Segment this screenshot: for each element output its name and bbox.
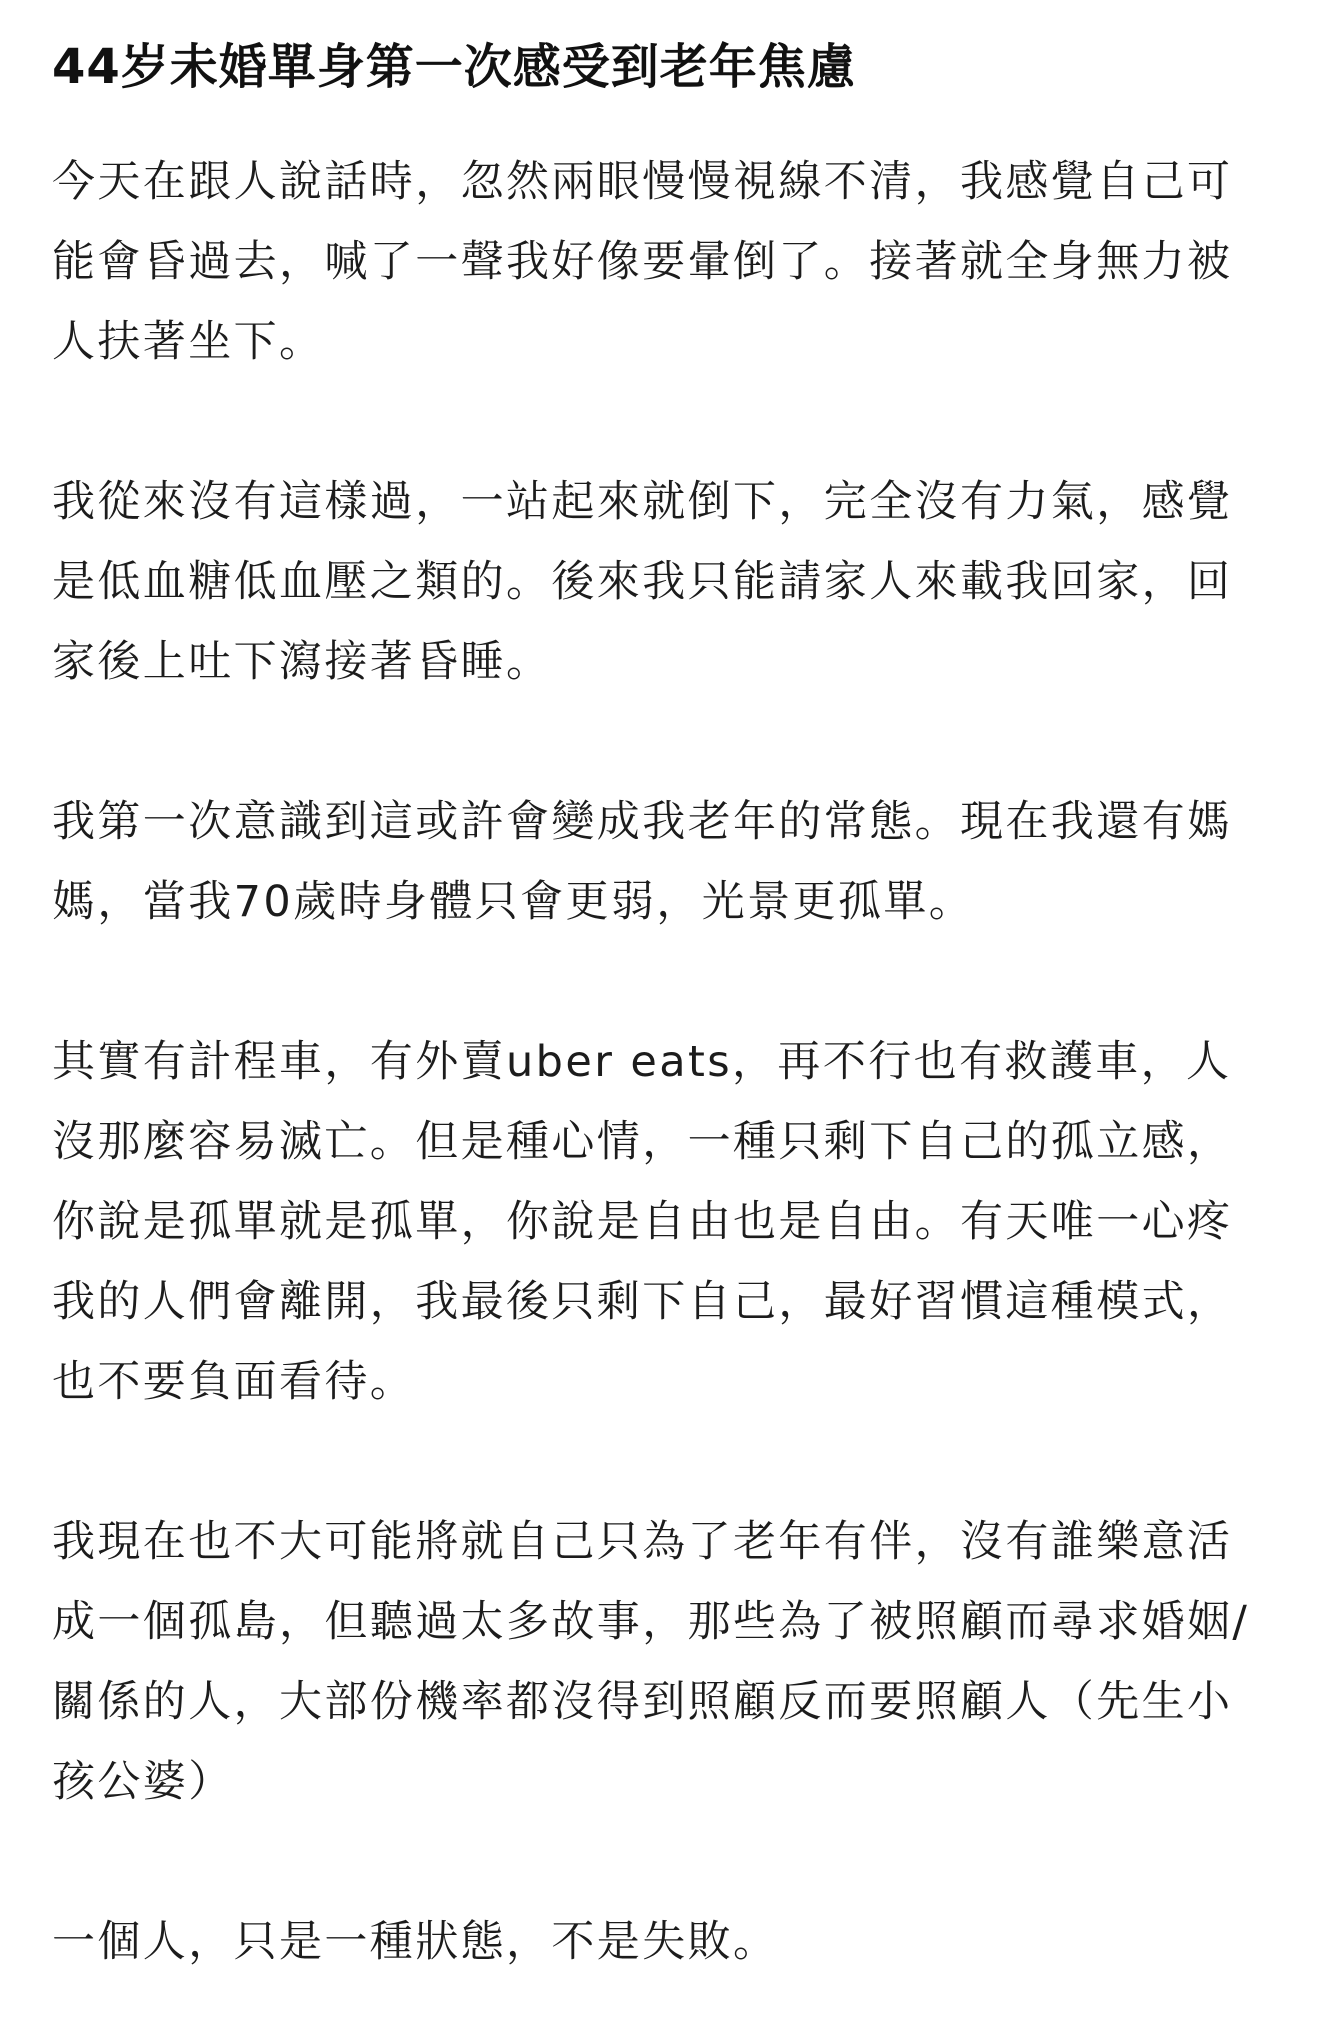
post-paragraph-4: 其實有計程車，有外賣uber eats，再不行也有救護車，人沒那麼容易滅亡。但是種心情，一種只剩下自己的孤立感，你說是孤單就是孤單，你說是自由也是自由。有天唯一心疼我的人們會離開，我最後只剩下自己，最好習慣這種模式，也不要負面看待。 [52, 1037, 1233, 1407]
post-paragraph-5: 我現在也不大可能將就自己只為了老年有伴，沒有誰樂意活成一個孤島，但聽過太多故事，那些為了被照顧而尋求婚姻/關係的人，大部份機率都沒得到照顧反而要照顧人（先生小孩公婆） [52, 1517, 1250, 1807]
post-title: 44岁未婚單身第一次感受到老年焦慮 [52, 39, 856, 95]
post-body [52, 142, 1266, 1982]
post-paragraph-1: 今天在跟人說話時，忽然兩眼慢慢視線不清，我感覺自己可能會昏過去，喊了一聲我好像要暈倒了。接著就全身無力被人扶著坐下。 [52, 157, 1233, 367]
post-paragraph-2: 我從來沒有這樣過，一站起來就倒下，完全沒有力氣，感覺是低血糖低血壓之類的。後來我只能請家人來載我回家，回家後上吐下瀉接著昏睡。 [52, 477, 1233, 687]
post-paragraph-6: 一個人，只是一種狀態，不是失敗。 [52, 1917, 779, 1967]
post-paragraph-3: 我第一次意識到這或許會變成我老年的常態。現在我還有媽媽，當我70歲時身體只會更弱，光景更孤單。 [52, 797, 1233, 927]
